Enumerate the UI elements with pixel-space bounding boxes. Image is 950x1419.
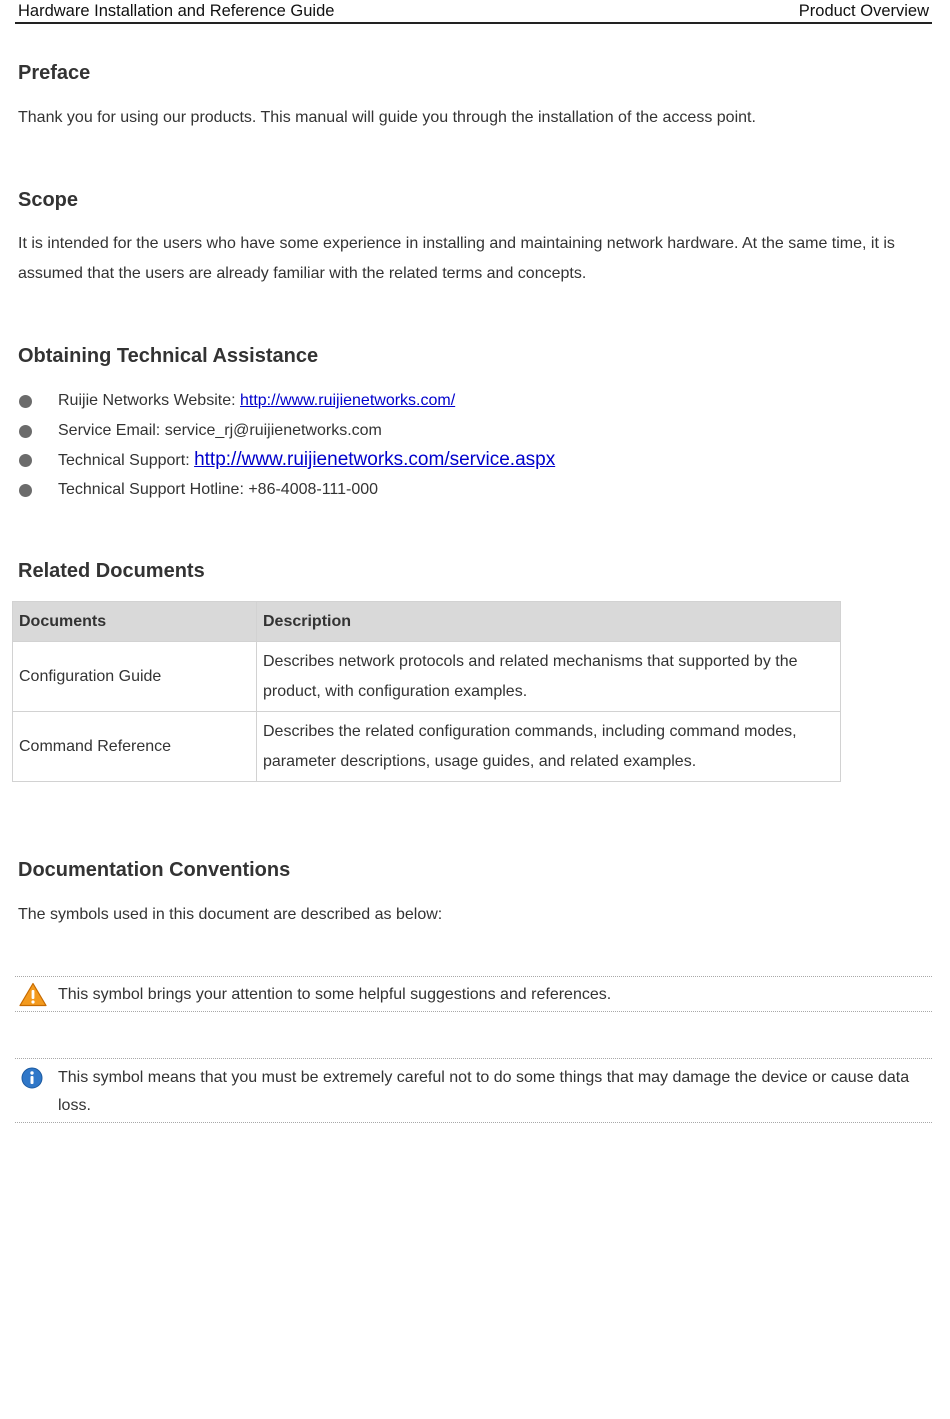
website-link[interactable]: http://www.ruijienetworks.com/ bbox=[239, 392, 456, 409]
column-header-description: Description bbox=[257, 602, 841, 642]
related-documents-table bbox=[12, 601, 841, 782]
running-header bbox=[15, 0, 932, 24]
list-item bbox=[18, 416, 918, 446]
document-description: Describes network protocols and related mechanisms that supported by the product, with configuration examples. bbox=[257, 642, 841, 712]
scope-text: It is intended for the users who have some experience in installing and maintaining network hardware. At the same time, it is assumed that the users are already familiar with the related terms and concepts. bbox=[18, 235, 895, 282]
info-icon bbox=[21, 1067, 43, 1094]
preface-heading: Preface bbox=[18, 62, 91, 84]
info-note-text: This symbol means that you must be extremely careful not to do some things that may damage the device or cause data loss. bbox=[58, 1069, 910, 1114]
document-description: Describes the related configuration commands, including command modes, parameter descriptions, usage guides, and related examples. bbox=[257, 712, 841, 782]
warning-icon bbox=[19, 982, 47, 1012]
scope-heading: Scope bbox=[18, 189, 79, 211]
bullet-icon bbox=[19, 454, 32, 467]
support-label: Technical Support: bbox=[58, 452, 195, 469]
assistance-list bbox=[18, 386, 918, 504]
preface-text: Thank you for using our products. This manual will guide you through the installation of the access point. bbox=[18, 109, 756, 126]
hotline-text: Technical Support Hotline: +86-4008-111-000 bbox=[58, 480, 379, 498]
support-link[interactable]: http://www.ruijienetworks.com/service.aspx bbox=[194, 449, 556, 470]
list-item bbox=[18, 386, 918, 416]
list-item bbox=[18, 445, 918, 475]
website-label: Ruijie Networks Website: bbox=[58, 392, 240, 409]
bullet-icon bbox=[19, 395, 32, 408]
assistance-heading: Obtaining Technical Assistance bbox=[18, 345, 319, 367]
bullet-icon bbox=[19, 484, 32, 497]
list-item bbox=[18, 475, 918, 505]
table-row bbox=[13, 712, 841, 782]
conventions-text: The symbols used in this document are described as below: bbox=[18, 906, 443, 923]
header-guide-title: Hardware Installation and Reference Guide bbox=[18, 2, 335, 20]
document-name: Configuration Guide bbox=[13, 642, 257, 712]
warning-note-text: This symbol brings your attention to some helpful suggestions and references. bbox=[58, 986, 612, 1003]
related-documents-heading: Related Documents bbox=[18, 560, 205, 582]
warning-note bbox=[15, 976, 932, 1012]
info-note bbox=[15, 1058, 932, 1123]
table-row bbox=[13, 642, 841, 712]
service-email-text: Service Email: service_rj@ruijienetworks.com bbox=[58, 421, 382, 439]
conventions-heading: Documentation Conventions bbox=[18, 859, 291, 881]
table-header-row bbox=[13, 602, 841, 642]
document-name: Command Reference bbox=[13, 712, 257, 782]
bullet-icon bbox=[19, 425, 32, 438]
header-chapter-title: Product Overview bbox=[798, 2, 929, 20]
column-header-documents: Documents bbox=[13, 602, 257, 642]
